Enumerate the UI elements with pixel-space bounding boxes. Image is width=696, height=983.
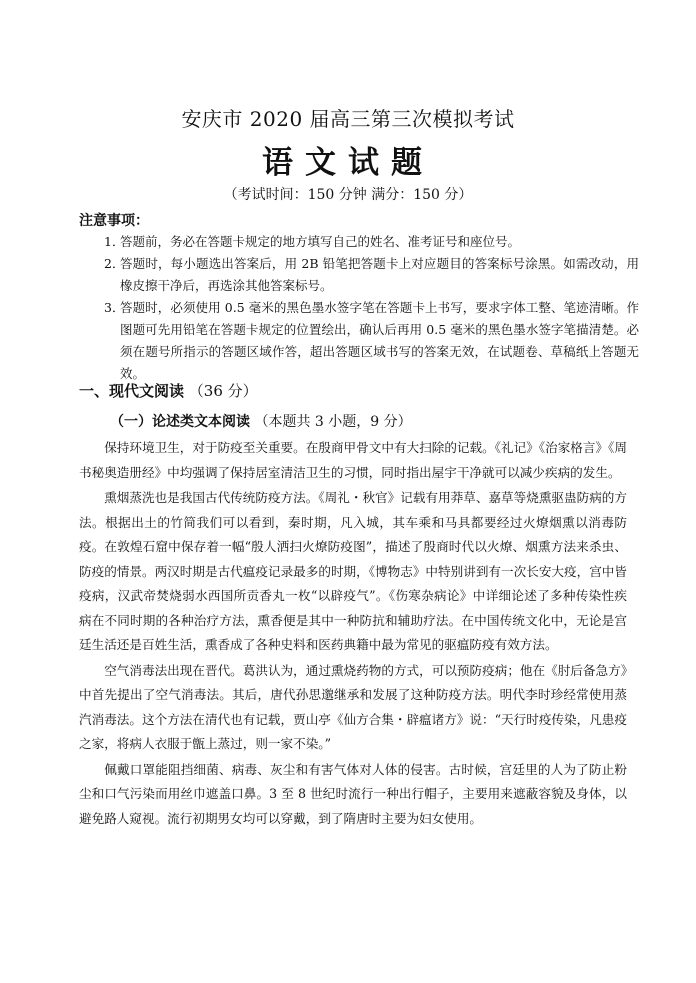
passage-paragraph: 佩戴口罩能阻挡细菌、病毒、灰尘和有害气体对人体的侵害。古时候，宫廷里的人为了防止粉尘和口气污染而用丝巾遮盖口鼻。3 至 8 世纪时流行一种出行帽子，主要用来遮蔽容貌及身体，以避免路人窥视。流行初期男女均可以穿戴，到了隋唐时主要为妇女使用。 — [79, 761, 627, 826]
subject-title: 语文试题 — [262, 145, 434, 181]
section-score: （36 分） — [188, 382, 258, 400]
notice-number: 1． — [104, 234, 125, 249]
notice-text: 答题前，务必在答题卡规定的地方填写自己的姓名、准考证号和座位号。 — [120, 234, 521, 249]
notice-heading: 注意事项： — [79, 213, 149, 229]
notice-item — [79, 253, 639, 297]
reading-passage — [79, 436, 627, 832]
notice-list — [79, 231, 639, 385]
notice-number: 2． — [104, 256, 125, 271]
passage-paragraph: 熏烟蒸洗也是我国古代传统防疫方法。《周礼・秋官》记载有用莽草、嘉草等烧熏驱蛊防病的方法。根据出土的竹简我们可以看到，秦时期，凡入城，其车乘和马具都要经过火燎烟熏以消毒防疫。在敦煌石窟中保存着一幅“殷人洒扫火燎防疫图”，描述了殷商时代以火燎、烟熏方法来杀虫、防疫的情景。两汉时期是古代瘟疫记录最多的时期，《博物志》中特别讲到有一次长安大疫，宫中皆疫病，汉武帝焚烧弱水西国所贡香丸一枚“以辟疫气”。《伤寒杂病论》中详细论述了多种传染性疾病在不同时期的各种治疗方法，熏香便是其中一种防抗和辅助疗法。在中国传统文化中，无论是宫廷生活还是百姓生活，熏香成了各种史料和医药典籍中最为常见的驱瘟防疫有效方法。 — [79, 490, 627, 652]
subsection-note: （本题共 3 小题，9 分） — [254, 414, 412, 430]
subsection-heading — [110, 411, 412, 431]
section-label: 一、现代文阅读 — [79, 382, 185, 400]
section-heading — [79, 380, 258, 401]
notice-text: 答题时，必须使用 0.5 毫米的黑色墨水签字笔在答题卡上书写，要求字体工整、笔迹清晰。作图题可先用铅笔在答题卡规定的位置绘出，确认后再用 0.5 毫米的黑色墨水签字笔描清楚。必须在题号所指示的答题区域作答，超出答题区域书写的答案无效，在试题卷、草稿纸上答题无效。 — [120, 300, 639, 381]
passage-paragraph: 空气消毒法出现在晋代。葛洪认为，通过熏烧药物的方式，可以预防疫病；他在《肘后备急方》中首先提出了空气消毒法。其后，唐代孙思邈继承和发展了这种防疫方法。明代李时珍经常使用蒸汽消毒法。这个方法在清代也有记载，贾山亭《仙方合集・辟瘟诸方》说：“天行时疫传染，凡患疫之家，将病人衣服于甑上蒸过，则一家不染。” — [79, 662, 627, 751]
notice-item — [79, 297, 639, 385]
notice-text: 答题时，每小题选出答案后，用 2B 铅笔把答题卡上对应题目的答案标号涂黑。如需改动，用橡皮擦干净后，再选涂其他答案标号。 — [120, 256, 639, 293]
notice-item — [79, 231, 639, 253]
exam-title: 安庆市 2020 届高三第三次模拟考试 — [181, 107, 515, 131]
exam-info: （考试时间：150 分钟 满分：150 分） — [223, 187, 473, 203]
subsection-label: （一）论述类文本阅读 — [110, 414, 250, 430]
passage-paragraph: 保持环境卫生，对于防疫至关重要。在殷商甲骨文中有大扫除的记载。《礼记》《治家格言》《周书秘奥造册经》中均强调了保持居室清洁卫生的习惯，同时指出屋宇干净就可以减少疾病的发生。 — [79, 440, 627, 480]
notice-number: 3． — [104, 300, 125, 315]
